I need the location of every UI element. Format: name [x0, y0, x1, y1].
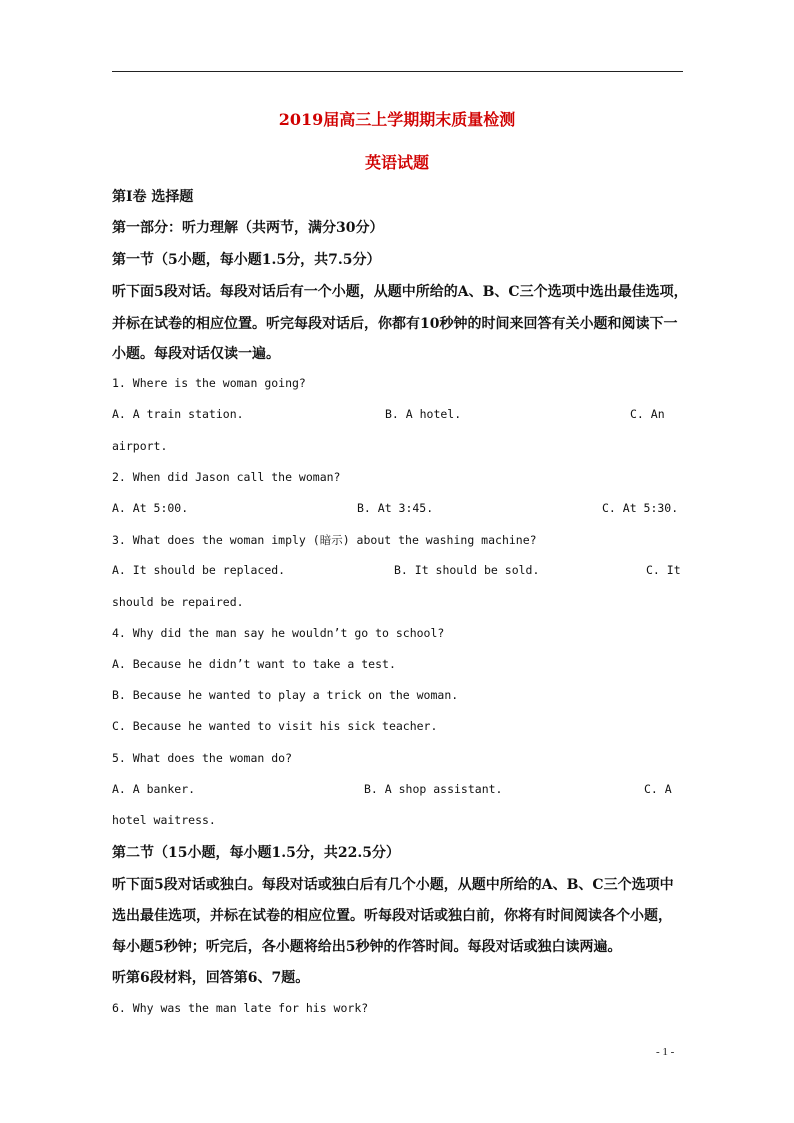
- q3-option-c-continued: should be repaired.: [112, 595, 244, 609]
- question-3: 3. What does the woman imply (暗示) about the washing machine?: [112, 533, 537, 547]
- q5-option-a: A. A banker.: [112, 782, 196, 796]
- q2-option-b: B. At 3:45.: [357, 501, 434, 515]
- q4-option-c: C. Because he wanted to visit his sick teacher.: [112, 719, 438, 733]
- q4-option-a: A. Because he didn’t want to take a test.: [112, 657, 396, 671]
- q1-option-a: A. A train station.: [112, 407, 244, 421]
- q3-option-b: B. It should be sold.: [394, 563, 540, 577]
- document-subtitle: 英语试题: [364, 153, 429, 172]
- instruction-line: 每小题5秒钟；听完后，各小题将给出5秒钟的作答时间。每段对话或独白读两遍。: [112, 939, 622, 955]
- question-2: 2. When did Jason call the woman?: [112, 470, 341, 484]
- q1-option-c: C. An: [630, 407, 665, 421]
- instruction-line: 选出最佳选项，并标在试卷的相应位置。听每段对话或独白前，你将有时间阅读各个小题，: [112, 908, 672, 924]
- q3-option-a: A. It should be replaced.: [112, 563, 286, 577]
- q2-option-a: A. At 5:00.: [112, 501, 189, 515]
- q1-option-b: B. A hotel.: [385, 407, 462, 421]
- question-6: 6. Why was the man late for his work?: [112, 1001, 369, 1015]
- question-4: 4. Why did the man say he wouldn’t go to school?: [112, 626, 445, 640]
- question-5: 5. What does the woman do?: [112, 751, 293, 765]
- question-1: 1. Where is the woman going?: [112, 376, 306, 390]
- instruction-line: 并标在试卷的相应位置。听完每段对话后，你都有10秒钟的时间来回答有关小题和阅读下一: [112, 316, 678, 332]
- header-rule: [112, 71, 683, 72]
- section-two-heading: 第二节（15小题，每小题1.5分，共22.5分）: [112, 845, 400, 861]
- q5-option-b: B. A shop assistant.: [364, 782, 503, 796]
- q3-option-c: C. It: [646, 563, 681, 577]
- instruction-line: 小题。每段对话仅读一遍。: [112, 346, 280, 362]
- q4-option-b: B. Because he wanted to play a trick on the woman.: [112, 688, 459, 702]
- material-heading: 听第6段材料，回答第6、7题。: [112, 970, 310, 986]
- instruction-line: 听下面5段对话。每段对话后有一个小题，从题中所给的A、B、C三个选项中选出最佳选项，: [112, 284, 688, 300]
- q1-option-c-continued: airport.: [112, 439, 168, 453]
- volume-heading: 第Ⅰ卷 选择题: [112, 189, 194, 205]
- q5-option-c-continued: hotel waitress.: [112, 813, 216, 827]
- instruction-line: 听下面5段对话或独白。每段对话或独白后有几个小题，从题中所给的A、B、C三个选项中: [112, 877, 674, 893]
- q2-option-c: C. At 5:30.: [602, 501, 679, 515]
- part-heading: 第一部分：听力理解（共两节，满分30分）: [112, 220, 384, 236]
- section-one-heading: 第一节（5小题，每小题1.5分，共7.5分）: [112, 252, 381, 268]
- document-title: 2019届高三上学期期末质量检测: [278, 110, 516, 129]
- q5-option-c: C. A: [644, 782, 672, 796]
- page-number: - 1 -: [656, 1046, 675, 1058]
